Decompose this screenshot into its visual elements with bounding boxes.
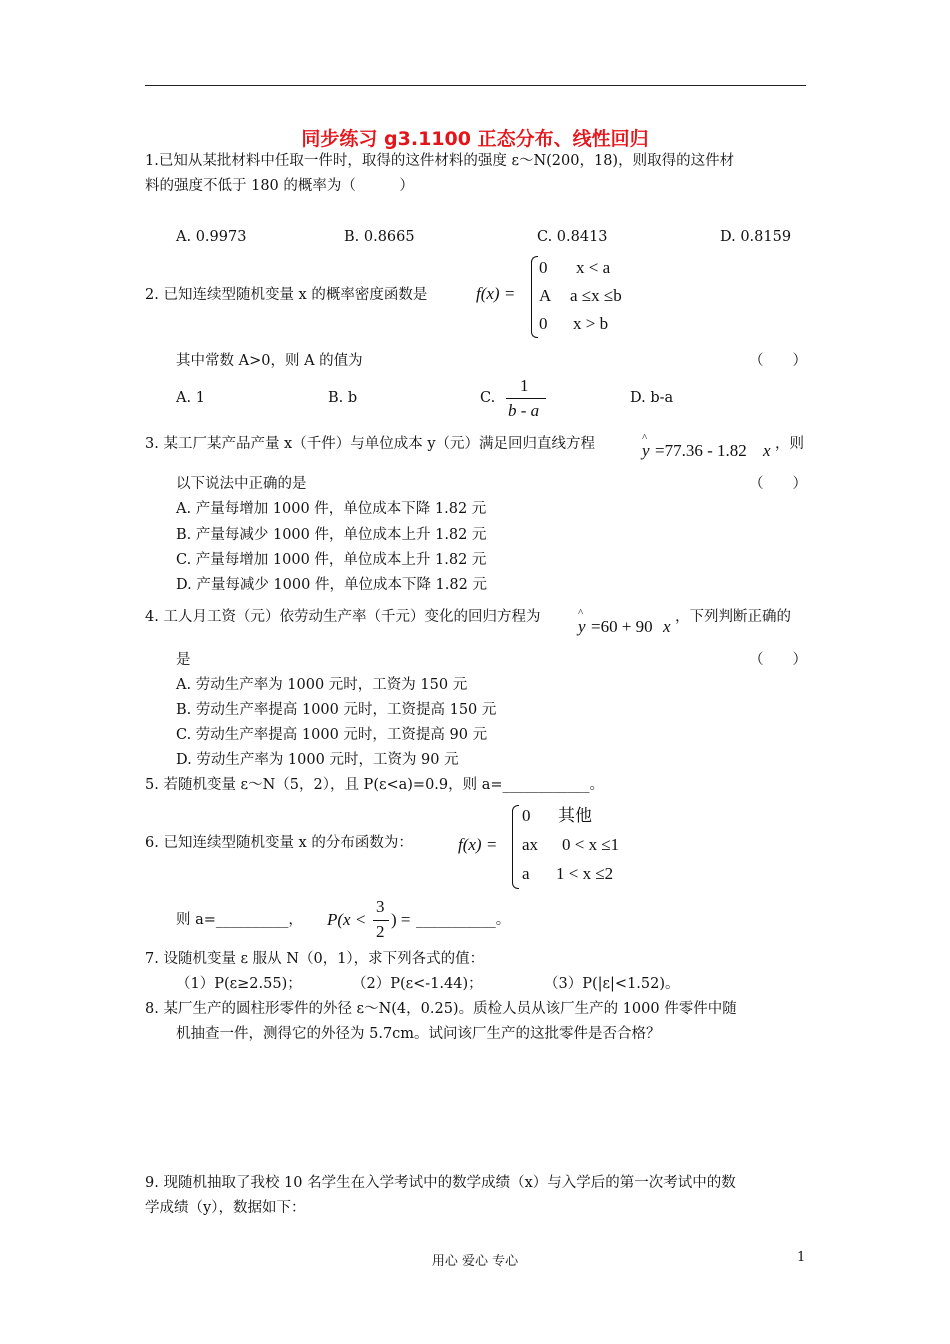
- q6-case1-val: 0: [522, 806, 531, 825]
- q6-fx: f(x) =: [458, 835, 498, 854]
- q2-case2-val: A: [539, 286, 552, 305]
- q1-line2: 料的强度不低于 180 的概率为（ ）: [145, 178, 414, 194]
- q6-fraction-bar: [373, 920, 389, 921]
- q7-part-3: （3）P(|ε|<1.52)。: [544, 976, 680, 992]
- q3-hat: ^: [642, 432, 648, 444]
- q6-fraction-numerator: 3: [376, 897, 385, 916]
- q4-hat: ^: [578, 607, 584, 619]
- q2-stem: 2. 已知连续型随机变量 x 的概率密度函数是: [145, 287, 428, 303]
- q2-option-b: B. b: [328, 390, 358, 406]
- q8-line2: 机抽查一件，测得它的外径为 5.7cm。试问该厂生产的这批零件是否合格？: [176, 1026, 661, 1042]
- q2-option-c-denominator: b - a: [508, 401, 540, 420]
- q4-tail: ，下列判断正确的: [675, 609, 791, 625]
- q7-stem: 7. 设随机变量 ε 服从 N（0，1），求下列各式的值：: [145, 951, 485, 967]
- q4-line2: 是: [176, 652, 191, 668]
- q2-option-c: C.: [480, 390, 496, 406]
- q3-tail: ，则: [775, 436, 804, 452]
- q2-option-c-fraction-bar: [506, 398, 546, 399]
- q9-line2: 学成绩（y），数据如下：: [145, 1200, 306, 1216]
- q2-case1-cond: x < a: [576, 258, 611, 277]
- q2-case1-val: 0: [539, 258, 548, 277]
- q6-case3-cond: 1 < x ≤2: [556, 864, 614, 883]
- q6-probability-tail: ) =: [391, 910, 411, 929]
- q4-equation: =60 + 90: [591, 617, 653, 636]
- q2-option-d: D. b-a: [630, 390, 674, 406]
- q3-option-d: D. 产量每减少 1000 件，单位成本下降 1.82 元: [176, 577, 487, 593]
- q7-part-1: （1）P(ε≥2.55)；: [176, 976, 302, 992]
- q7-part-2: （2）P(ε<-1.44)；: [352, 976, 483, 992]
- q6-line2-b: ___________。: [416, 912, 511, 928]
- q6-line2-a: 则 a=__________，: [176, 912, 303, 928]
- q3-equation: =77.36 - 1.82: [655, 441, 747, 460]
- q3-option-b: B. 产量每减少 1000 件，单位成本上升 1.82 元: [176, 527, 487, 543]
- q4-option-b: B. 劳动生产率提高 1000 元时，工资提高 150 元: [176, 702, 497, 718]
- q3-y: y: [642, 441, 650, 460]
- q2-line2: 其中常数 A>0，则 A 的值为: [176, 353, 363, 369]
- q5-text: 5. 若随机变量 ε～N（5，2），且 P(ε<a)=0.9，则 a=____________。: [145, 777, 605, 793]
- q1-option-a: A. 0.9973: [176, 229, 247, 245]
- page-number: 1: [797, 1250, 806, 1265]
- q3-x: x: [763, 441, 771, 460]
- q6-fraction-denominator: 2: [376, 922, 385, 941]
- q3-line2: 以下说法中正确的是: [176, 476, 307, 492]
- header-rule: [145, 85, 806, 86]
- q6-stem: 6. 已知连续型随机变量 x 的分布函数为：: [145, 835, 413, 851]
- q2-fx: f(x) =: [476, 284, 516, 303]
- q4-x: x: [663, 617, 671, 636]
- q2-case3-val: 0: [539, 314, 548, 333]
- q6-probability: P(x <: [327, 910, 367, 929]
- q6-case1-cond: 其他: [558, 806, 592, 825]
- q1-option-b: B. 0.8665: [344, 229, 415, 245]
- q3-option-a: A. 产量每增加 1000 件，单位成本下降 1.82 元: [176, 501, 487, 517]
- q6-case3-val: a: [522, 864, 530, 883]
- q6-case2-val: ax: [522, 835, 539, 854]
- q4-y: y: [578, 617, 586, 636]
- q3-stem: 3. 某工厂某产品产量 x（千件）与单位成本 y（元）满足回归直线方程: [145, 436, 596, 452]
- q2-option-c-numerator: 1: [520, 376, 529, 395]
- q4-answer-paren: （ ）: [749, 652, 807, 668]
- q4-option-c: C. 劳动生产率提高 1000 元时，工资提高 90 元: [176, 727, 488, 743]
- q3-option-c: C. 产量每增加 1000 件，单位成本上升 1.82 元: [176, 552, 487, 568]
- q2-option-a: A. 1: [176, 390, 205, 406]
- q1-option-d: D. 0.8159: [720, 229, 792, 245]
- q9-line1: 9. 现随机抽取了我校 10 名学生在入学考试中的数学成绩（x）与入学后的第一次考试中的数: [145, 1175, 736, 1191]
- q1-option-c: C. 0.8413: [537, 229, 608, 245]
- q2-case3-cond: x > b: [573, 314, 609, 333]
- q2-brace: [531, 256, 538, 338]
- q2-answer-paren: （ ）: [749, 353, 807, 369]
- page-title: 同步练习 g3.1100 正态分布、线性回归: [301, 128, 649, 150]
- footer-motto: 用心 爱心 专心: [431, 1254, 519, 1269]
- q8-line1: 8. 某厂生产的圆柱形零件的外径 ε～N(4，0.25)。质检人员从该厂生产的 1000 件零件中随: [145, 1001, 737, 1017]
- q6-case2-cond: 0 < x ≤1: [562, 835, 620, 854]
- q3-answer-paren: （ ）: [749, 476, 807, 492]
- q4-option-d: D. 劳动生产率为 1000 元时，工资为 90 元: [176, 752, 459, 768]
- q6-brace: [512, 805, 519, 889]
- q2-case2-cond: a ≤x ≤b: [570, 286, 622, 305]
- q1-line1: 1.已知从某批材料中任取一件时，取得的这件材料的强度 ε～N(200，18)，则取得的这件材: [145, 153, 735, 169]
- q4-stem: 4. 工人月工资（元）依劳动生产率（千元）变化的回归方程为: [145, 609, 541, 625]
- q4-option-a: A. 劳动生产率为 1000 元时，工资为 150 元: [176, 677, 468, 693]
